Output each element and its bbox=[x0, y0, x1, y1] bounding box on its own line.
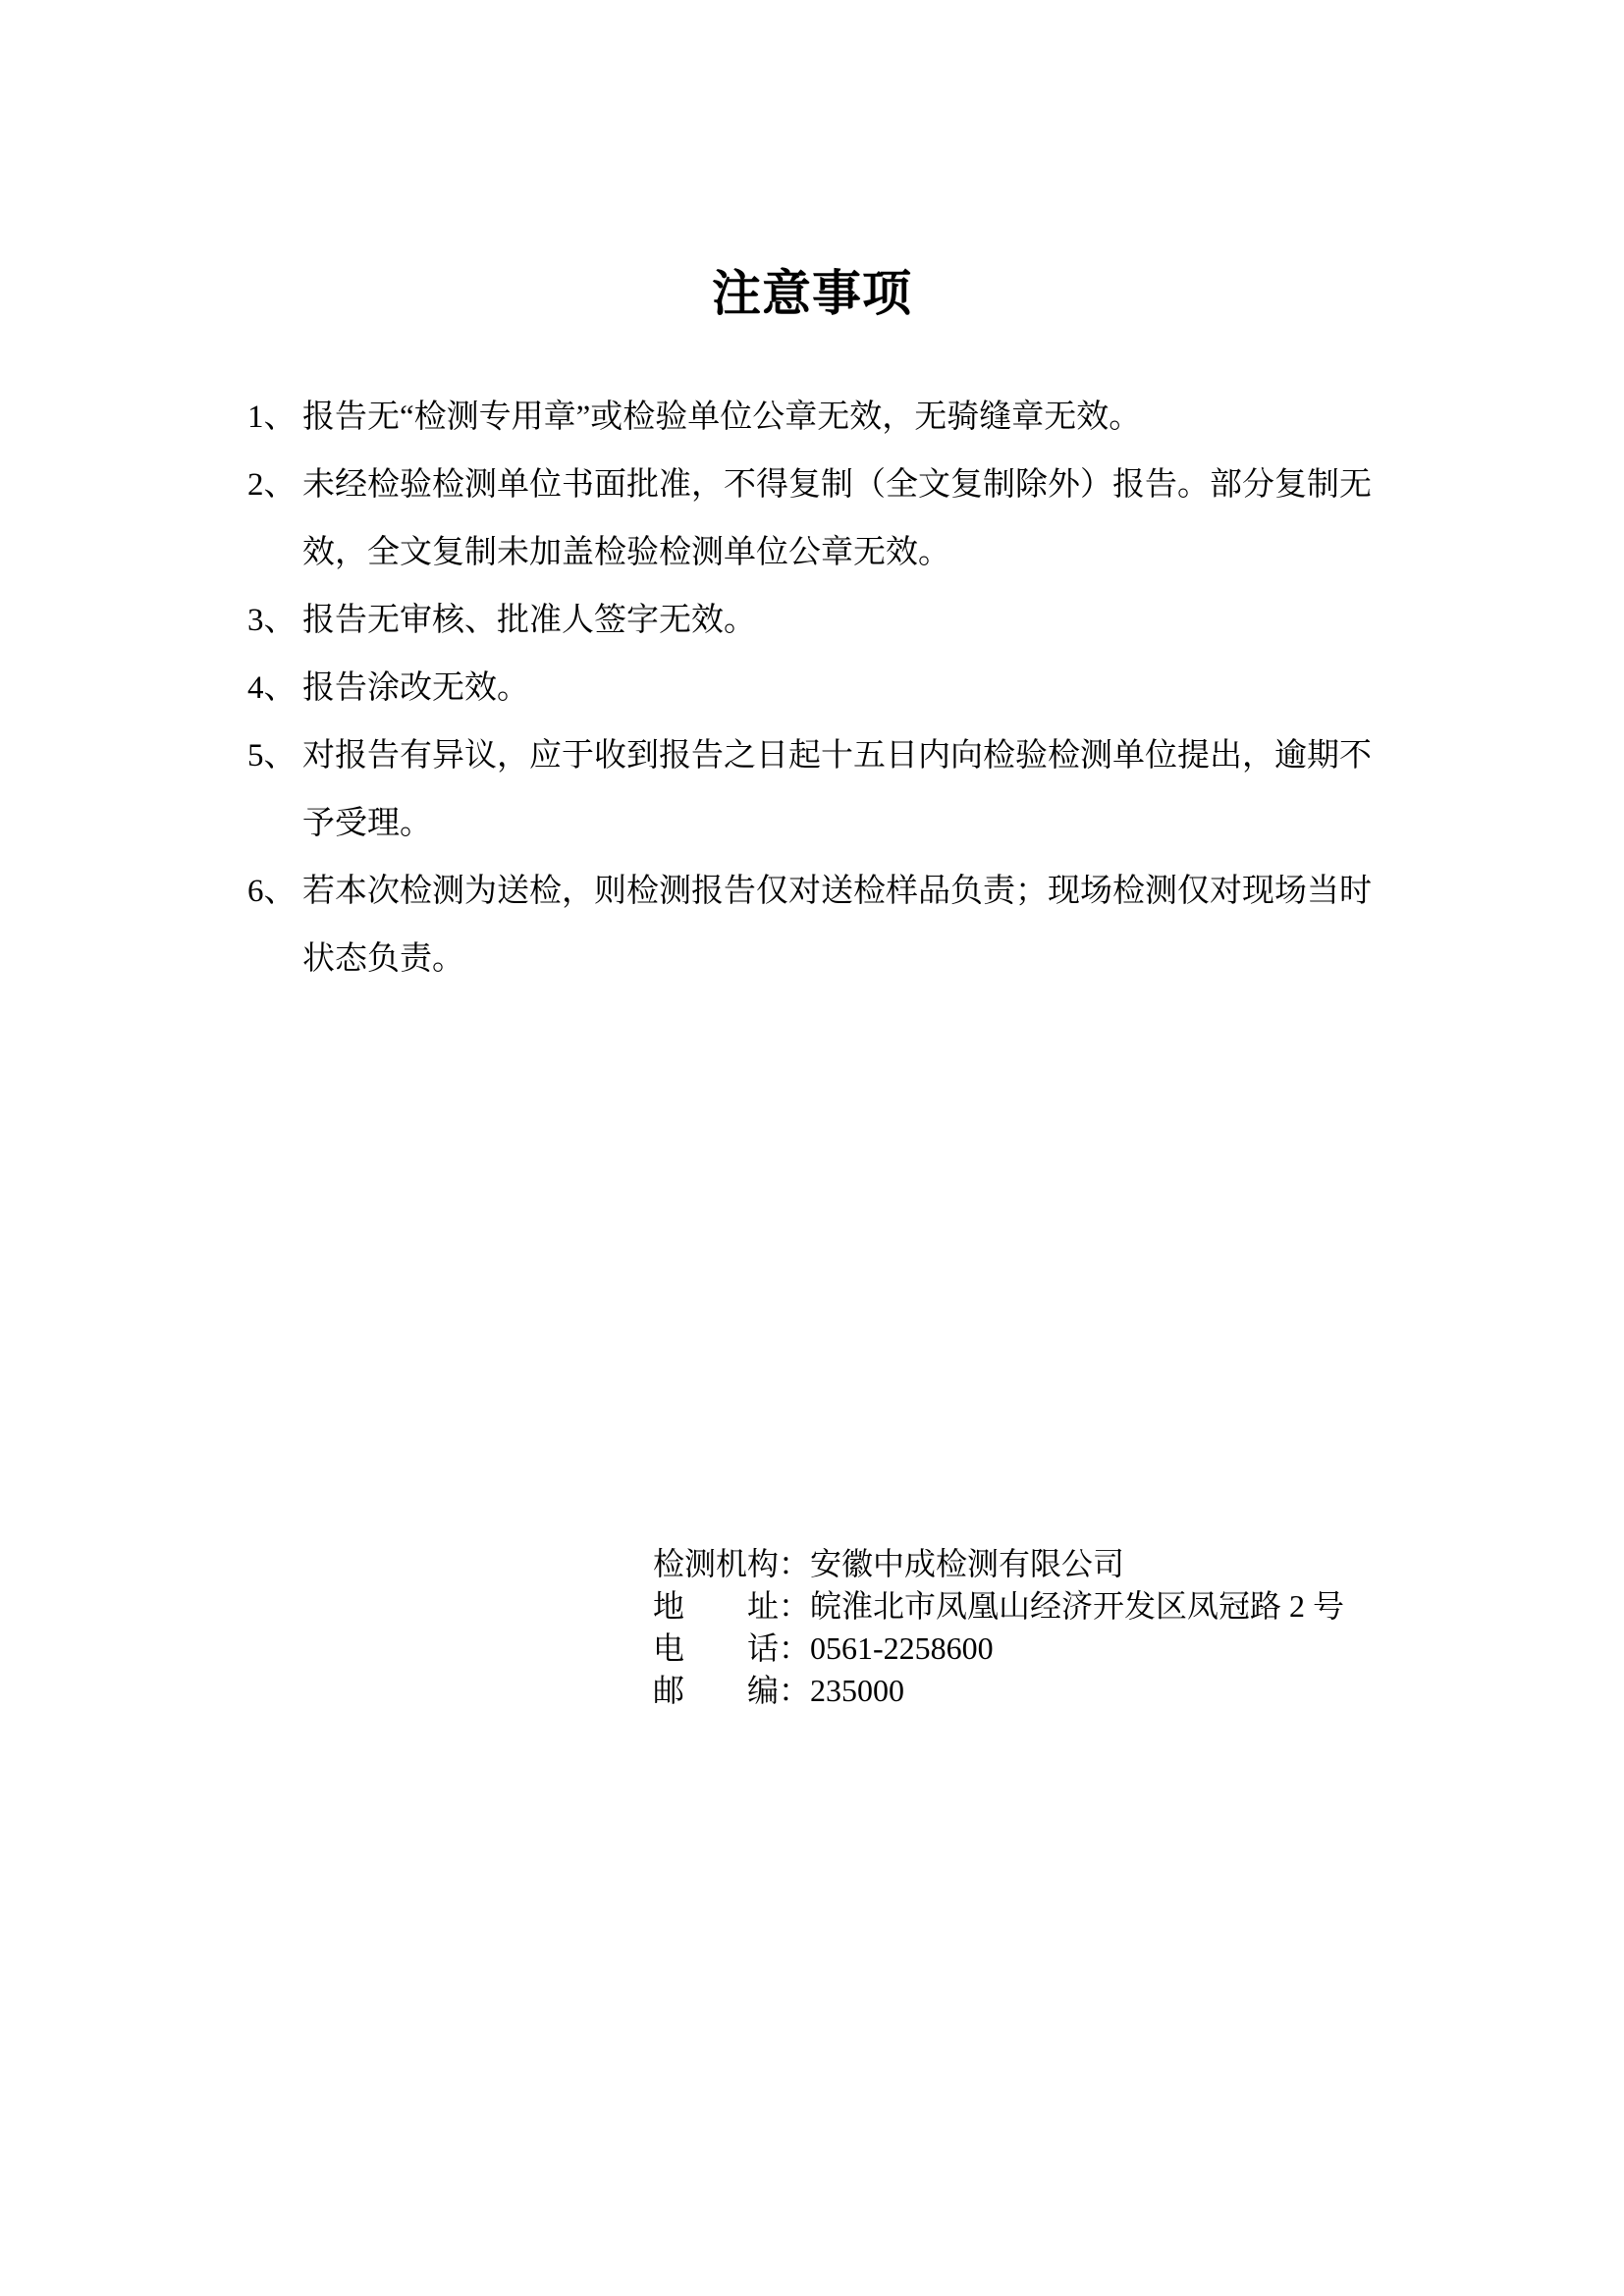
contact-block bbox=[653, 1543, 1344, 1712]
notes-list bbox=[247, 384, 1386, 993]
note-text: 状态负责。 bbox=[302, 941, 464, 977]
contact-value: 皖淮北市凤凰山经济开发区凤冠路 2 号 bbox=[810, 1588, 1345, 1624]
contact-value: 235000 bbox=[810, 1673, 905, 1708]
contact-label: 邮 编： bbox=[653, 1673, 811, 1708]
contact-value: 安徽中成检测有限公司 bbox=[810, 1546, 1125, 1581]
note-number: 6、 bbox=[247, 874, 297, 909]
note-number: 5、 bbox=[247, 738, 297, 774]
contact-label: 地 址： bbox=[653, 1588, 811, 1624]
note-text: 报告涂改无效。 bbox=[302, 670, 529, 706]
note-text: 对报告有异议，应于收到报告之日起十五日内向检验检测单位提出，逾期不 bbox=[302, 738, 1372, 774]
note-text: 未经检验检测单位书面批准，不得复制（全文复制除外）报告。部分复制无 bbox=[302, 467, 1372, 503]
contact-line-phone bbox=[653, 1628, 1344, 1670]
note-item-2 bbox=[247, 452, 1386, 587]
note-item-1 bbox=[247, 384, 1386, 452]
note-item-5 bbox=[247, 722, 1386, 858]
note-number: 2、 bbox=[247, 467, 297, 503]
note-number: 4、 bbox=[247, 670, 297, 706]
contact-value: 0561-2258600 bbox=[810, 1630, 994, 1666]
note-item-6 bbox=[247, 858, 1386, 993]
note-number: 1、 bbox=[247, 400, 297, 435]
note-item-3 bbox=[247, 587, 1386, 655]
contact-label: 检测机构： bbox=[653, 1546, 811, 1581]
note-text: 报告无“检测专用章”或检验单位公章无效，无骑缝章无效。 bbox=[302, 400, 1142, 435]
note-item-4 bbox=[247, 655, 1386, 722]
page-title: 注意事项 bbox=[712, 266, 912, 321]
note-text: 报告无审核、批准人签字无效。 bbox=[302, 603, 756, 638]
contact-line-agency bbox=[653, 1543, 1344, 1585]
contact-line-address bbox=[653, 1585, 1344, 1628]
contact-label: 电 话： bbox=[653, 1630, 811, 1666]
note-number: 3、 bbox=[247, 603, 297, 638]
note-text: 效，全文复制未加盖检验检测单位公章无效。 bbox=[302, 535, 950, 570]
contact-line-postcode bbox=[653, 1670, 1344, 1712]
note-text: 若本次检测为送检，则检测报告仅对送检样品负责；现场检测仅对现场当时 bbox=[302, 874, 1372, 909]
note-text: 予受理。 bbox=[302, 806, 432, 841]
